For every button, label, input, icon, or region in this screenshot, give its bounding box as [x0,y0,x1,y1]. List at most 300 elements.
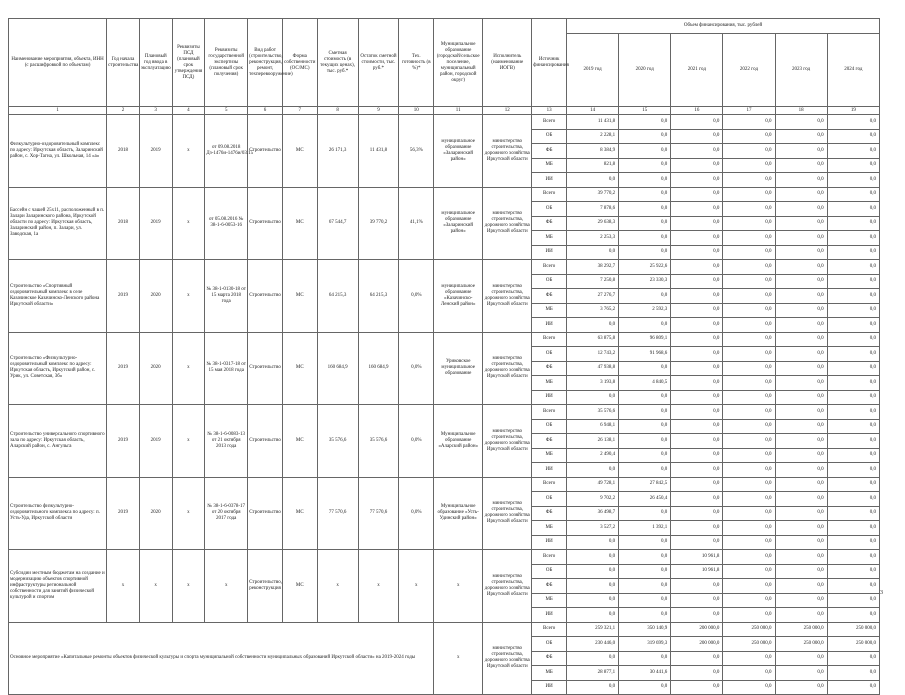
estimated-cost: 67 544,7 [317,187,358,260]
funding-value: 350 140,9 [619,622,671,637]
start-year: 2019 [107,260,140,333]
funding-value: 3 765,2 [567,303,619,318]
funding-value: 0,0 [827,376,879,391]
funding-value: 7 250,8 [567,274,619,289]
funding-source: ИИ [532,245,567,260]
funding-value: 1 392,1 [619,521,671,536]
remaining-cost: 160 684,9 [358,332,399,405]
funding-value: 0,0 [619,680,671,695]
header-col-13: Источник финансирования [532,19,567,107]
funding-value: 200 000,0 [671,622,723,637]
funding-value: 0,0 [775,245,827,260]
commission-year: 2019 [139,405,172,478]
column-number: 15 [619,107,671,115]
funding-source: ИИ [532,463,567,478]
funding-source: ФБ [532,289,567,304]
header-col-1: Наименование мероприятия, объекта, ИНН (с расшифровкой по объектам) [9,19,107,107]
estimated-cost: 160 684,9 [317,332,358,405]
funding-value: 0,0 [567,680,619,695]
funding-value: 8 384,9 [567,144,619,159]
funding-value: 0,0 [671,187,723,202]
funding-value: 0,0 [827,608,879,623]
year-header: 2021 год [671,34,723,107]
funding-source: ИИ [532,608,567,623]
funding-value: 0,0 [671,419,723,434]
funding-value: 0,0 [723,129,775,144]
funding-value: 0,0 [723,390,775,405]
funding-value: 0,0 [671,492,723,507]
work-type: Строительство [248,187,283,260]
funding-value: 0,0 [723,608,775,623]
funding-value: 0,0 [671,608,723,623]
funding-value: 0,0 [775,332,827,347]
funding-value: 0,0 [827,144,879,159]
remaining-cost: 39 770,2 [358,187,399,260]
column-number: 1 [9,107,107,115]
funding-value: 250 000,0 [827,637,879,652]
funding-source: ИИ [532,680,567,695]
expertise-details: № 38-1-6-0083-13 от 21 октября 2013 года [205,405,248,478]
funding-value: 0,0 [671,405,723,420]
column-number: 8 [317,107,358,115]
column-number: 12 [483,107,532,115]
total-row [9,622,880,637]
funding-value: 0,0 [619,593,671,608]
funding-value: 0,0 [775,564,827,579]
funding-value: 0,0 [671,289,723,304]
funding-value: 0,0 [827,289,879,304]
work-type: Строительство [248,405,283,478]
funding-value: 0,0 [827,448,879,463]
funding-source: ФБ [532,506,567,521]
funding-source: ОБ [532,564,567,579]
column-number: 6 [248,107,283,115]
funding-value: 0,0 [827,593,879,608]
funding-value: 0,0 [723,463,775,478]
column-number: 19 [827,107,879,115]
municipality: Уриковское муниципальное образование [434,332,483,405]
funding-value: 0,0 [723,245,775,260]
funding-value: 0,0 [775,521,827,536]
funding-value: 259 321,1 [567,622,619,637]
funding-value: 63 875,8 [567,332,619,347]
funding-value: 0,0 [671,347,723,362]
funding-value: 96 809,1 [619,332,671,347]
funding-value: 0,0 [827,434,879,449]
funding-value: 0,0 [827,129,879,144]
funding-value: 26 138,1 [567,434,619,449]
funding-source: МБ [532,521,567,536]
funding-source: МБ [532,231,567,246]
ownership-form: МС [282,477,317,550]
project-name: Физкультурно-оздоровительный комплекс по адресу: Иркутская область, Заларинский район, с. Хор-Тагна, ул. Школьная, 14 «а» [9,115,107,188]
funding-value: 0,0 [567,579,619,594]
funding-value: 0,0 [723,506,775,521]
funding-value: 10 961,8 [671,550,723,565]
funding-value: 0,0 [723,318,775,333]
municipality: х [434,550,483,623]
funding-value: 0,0 [775,318,827,333]
estimated-cost: 77 570,6 [317,477,358,550]
header-col-4: Реквизиты ПСД (плановый срок утверждения ПСД) [172,19,205,107]
funding-value: 0,0 [723,289,775,304]
funding-value: 250 000,0 [723,637,775,652]
start-year: х [107,550,140,623]
funding-value: 0,0 [619,173,671,188]
funding-value: 0,0 [775,405,827,420]
funding-value: 0,0 [567,651,619,666]
funding-value: 0,0 [775,651,827,666]
executor: министерство строительства, дорожного хозяйства Иркутской области [483,115,532,188]
header-col-5: Реквизиты государственной экспертизы (плановый срок получения) [205,19,248,107]
table-row [9,260,880,275]
funding-value: 0,0 [567,245,619,260]
funding-value: 4 840,5 [619,376,671,391]
funding-value: 0,0 [775,231,827,246]
funding-value: 0,0 [827,535,879,550]
funding-value: 0,0 [723,173,775,188]
psd-details: х [172,405,205,478]
funding-value: 0,0 [671,535,723,550]
municipality: муниципальное образование «Заларинский район» [434,115,483,188]
readiness-percent: 0,0% [399,405,434,478]
funding-value: 0,0 [827,274,879,289]
funding-value: 0,0 [619,535,671,550]
funding-value: 0,0 [619,361,671,376]
funding-value: 0,0 [827,361,879,376]
municipality: муниципальное образование «Заларинский район» [434,187,483,260]
funding-value: 0,0 [671,376,723,391]
expertise-details: № 38-1-0130-18 от 15 марта 2018 года [205,260,248,333]
project-name: Строительство «Физкультурно-оздоровительный комплекс по адресу: Иркутская область, Иркутский район, с. Урик, ул. Советская, 3б» [9,332,107,405]
funding-value: 0,0 [775,187,827,202]
funding-value: 26 450,4 [619,492,671,507]
funding-value: 0,0 [619,463,671,478]
funding-value: 0,0 [619,144,671,159]
funding-value: 9 702,2 [567,492,619,507]
column-number: 16 [671,107,723,115]
funding-value: 3 193,8 [567,376,619,391]
year-header: 2019 год [567,34,619,107]
funding-value: 2 490,4 [567,448,619,463]
funding-value: 0,0 [775,347,827,362]
funding-value: 0,0 [827,550,879,565]
funding-source: ОБ [532,274,567,289]
header-col-8: Сметная стоимость (в текущих ценах), тыс. руб.* [317,19,358,107]
funding-source: ФБ [532,434,567,449]
funding-value: 0,0 [619,448,671,463]
column-number: 7 [282,107,317,115]
funding-value: 0,0 [567,390,619,405]
funding-volume-title: Объем финансирования, тыс. рублей [567,19,880,34]
funding-value: 0,0 [619,550,671,565]
funding-value: 0,0 [775,361,827,376]
funding-value: 0,0 [827,680,879,695]
remaining-cost: 11 431,8 [358,115,399,188]
header-col-7: Форма собственности (ОС/МС) [282,19,317,107]
funding-source: ИИ [532,535,567,550]
ownership-form: МС [282,550,317,623]
funding-value: 0,0 [671,129,723,144]
funding-source: ОБ [532,347,567,362]
funding-value: 0,0 [827,318,879,333]
funding-value: 0,0 [619,434,671,449]
funding-value: 0,0 [775,506,827,521]
funding-value: 0,0 [671,463,723,478]
funding-value: 0,0 [827,506,879,521]
header-col-6: Вид работ (строительство, реконструкция, ремонт, техперевооружение) [248,19,283,107]
funding-value: 39 770,2 [567,187,619,202]
funding-value: 0,0 [671,448,723,463]
funding-source: Всего [532,550,567,565]
start-year: 2018 [107,187,140,260]
executor: министерство строительства, дорожного хозяйства Иркутской области [483,550,532,623]
work-type: Строительство [248,332,283,405]
column-number: 10 [399,107,434,115]
funding-value: 12 743,2 [567,347,619,362]
readiness-percent: 0,0% [399,477,434,550]
funding-value: 0,0 [827,216,879,231]
funding-value: 0,0 [723,550,775,565]
funding-value: 0,0 [567,535,619,550]
funding-value: 3 527,2 [567,521,619,536]
funding-source: ФБ [532,144,567,159]
table-row [9,332,880,347]
funding-value: 0,0 [827,390,879,405]
page-number: 3 [880,590,883,596]
header-col-2: Год начала строительства [107,19,140,107]
funding-source: ИИ [532,173,567,188]
estimated-cost: 35 576,6 [317,405,358,478]
funding-value: 0,0 [723,303,775,318]
funding-value: 0,0 [723,216,775,231]
column-number: 14 [567,107,619,115]
funding-value: 0,0 [671,593,723,608]
executor: министерство строительства, дорожного хозяйства Иркутской области [483,622,532,695]
funding-source: ОБ [532,129,567,144]
funding-value: 0,0 [619,187,671,202]
funding-source: МБ [532,158,567,173]
funding-value: 0,0 [671,521,723,536]
funding-value: 250 000,0 [723,622,775,637]
funding-value: 0,0 [619,216,671,231]
funding-value: 0,0 [775,158,827,173]
start-year: 2019 [107,332,140,405]
executor: министерство строительства, дорожного хозяйства Иркутской области [483,332,532,405]
funding-value: 35 576,6 [567,405,619,420]
table-row [9,187,880,202]
table-body [9,115,880,695]
funding-value: 0,0 [775,115,827,130]
funding-value: 27 842,5 [619,477,671,492]
funding-value: 0,0 [567,173,619,188]
funding-value: 0,0 [619,390,671,405]
funding-value: 0,0 [827,332,879,347]
funding-value: 0,0 [723,666,775,681]
funding-value: 0,0 [671,260,723,275]
funding-source: Всего [532,405,567,420]
year-header: 2020 год [619,34,671,107]
funding-value: 0,0 [775,274,827,289]
funding-value: 0,0 [827,158,879,173]
header-col-10: Тех. готовность (в %)* [399,19,434,107]
ownership-form: МС [282,187,317,260]
estimated-cost: 64 215,3 [317,260,358,333]
funding-value: 0,0 [723,448,775,463]
funding-source: ФБ [532,579,567,594]
executor: министерство строительства, дорожного хозяйства Иркутской области [483,187,532,260]
funding-source: Всего [532,260,567,275]
funding-value: 0,0 [619,579,671,594]
funding-value: 821,8 [567,158,619,173]
funding-value: 0,0 [671,173,723,188]
funding-value: 0,0 [723,274,775,289]
municipality: х [434,622,483,695]
funding-value: 0,0 [723,477,775,492]
readiness-percent: 56,3% [399,115,434,188]
funding-value: 0,0 [723,564,775,579]
funding-value: 0,0 [775,390,827,405]
funding-value: 29 638,3 [567,216,619,231]
funding-value: 319 699,3 [619,637,671,652]
funding-value: 0,0 [775,477,827,492]
funding-value: 0,0 [567,564,619,579]
column-number: 2 [107,107,140,115]
readiness-percent: 0,0% [399,260,434,333]
funding-value: 38 292,7 [567,260,619,275]
funding-value: 6 948,1 [567,419,619,434]
funding-value: 0,0 [723,187,775,202]
estimated-cost: 26 171,3 [317,115,358,188]
funding-source: Всего [532,332,567,347]
funding-source: ФБ [532,361,567,376]
column-number: 11 [434,107,483,115]
municipality: Муниципальное образование «Усть-Удинский район» [434,477,483,550]
funding-value: 0,0 [619,506,671,521]
funding-value: 0,0 [567,550,619,565]
funding-value: 0,0 [775,216,827,231]
executor: министерство строительства, дорожного хозяйства Иркутской области [483,477,532,550]
funding-value: 0,0 [723,231,775,246]
funding-value: 0,0 [827,303,879,318]
funding-value: 49 728,1 [567,477,619,492]
funding-source: Всего [532,187,567,202]
expertise-details: № 38-1-6-0378-17 от 20 октября 2017 года [205,477,248,550]
funding-value: 2 592,3 [619,303,671,318]
funding-value: 0,0 [567,318,619,333]
project-name: Строительство физкультурно-оздоровительного комплекса по адресу: п. Усть-Уда, Иркутской области [9,477,107,550]
funding-value: 0,0 [775,173,827,188]
funding-source: МБ [532,666,567,681]
funding-value: 2 228,1 [567,129,619,144]
expertise-details: от 09.08.2018 Дз-1476и-1476и/03.15 [205,115,248,188]
funding-value: 0,0 [619,564,671,579]
funding-value: 2 253,3 [567,231,619,246]
commission-year: х [139,550,172,623]
funding-value: 28 877,1 [567,666,619,681]
investment-program-table [8,18,880,695]
expertise-details: х [205,550,248,623]
funding-source: ФБ [532,216,567,231]
funding-value: 0,0 [671,202,723,217]
funding-value: 0,0 [671,318,723,333]
expertise-details: от 05.08.2016 № 38-1-6-0053-16 [205,187,248,260]
column-number: 17 [723,107,775,115]
table-header [9,19,880,115]
funding-value: 0,0 [775,608,827,623]
funding-value: 0,0 [619,129,671,144]
commission-year: 2020 [139,260,172,333]
funding-source: ИИ [532,318,567,333]
start-year: 2019 [107,477,140,550]
commission-year: 2019 [139,187,172,260]
funding-value: 0,0 [827,173,879,188]
funding-value: 0,0 [723,535,775,550]
readiness-percent: 41,1% [399,187,434,260]
funding-value: 0,0 [671,651,723,666]
column-number: 13 [532,107,567,115]
ownership-form: МС [282,332,317,405]
psd-details: х [172,332,205,405]
funding-value: 25 922,6 [619,260,671,275]
funding-value: 0,0 [723,361,775,376]
funding-value: 0,0 [723,347,775,362]
funding-value: 0,0 [827,245,879,260]
funding-value: 0,0 [723,419,775,434]
work-type: Строительство, реконструкция [248,550,283,623]
column-number: 9 [358,107,399,115]
funding-source: МБ [532,448,567,463]
column-numbers-row [9,107,880,115]
main-activity-name: Основное мероприятие «Капитальные ремонты объектов физической культуры и спорта муниципальной собственности муниципальных образований Иркутской области» на 2019-2024 годы [9,622,434,695]
remaining-cost: 64 215,3 [358,260,399,333]
work-type: Строительство [248,477,283,550]
funding-value: 0,0 [827,405,879,420]
funding-value: 0,0 [775,419,827,434]
funding-source: ИИ [532,390,567,405]
funding-value: 0,0 [671,680,723,695]
psd-details: х [172,477,205,550]
funding-value: 10 961,8 [671,564,723,579]
funding-value: 0,0 [619,318,671,333]
estimated-cost: х [317,550,358,623]
funding-value: 0,0 [671,579,723,594]
municipality: Муниципальное образование «Аларский район» [434,405,483,478]
funding-value: 0,0 [671,361,723,376]
funding-value: 0,0 [827,463,879,478]
municipality: муниципальное образование «Казачинско-Ленский район» [434,260,483,333]
funding-value: 0,0 [775,376,827,391]
funding-value: 0,0 [671,144,723,159]
ownership-form: МС [282,405,317,478]
funding-value: 0,0 [827,564,879,579]
funding-source: Всего [532,477,567,492]
funding-value: 0,0 [723,144,775,159]
funding-value: 0,0 [671,115,723,130]
funding-value: 0,0 [619,158,671,173]
funding-value: 30 441,6 [619,666,671,681]
ownership-form: МС [282,260,317,333]
funding-value: 0,0 [723,376,775,391]
funding-value: 0,0 [775,434,827,449]
funding-value: 0,0 [827,347,879,362]
psd-details: х [172,550,205,623]
work-type: Строительство [248,260,283,333]
funding-value: 0,0 [827,260,879,275]
funding-value: 0,0 [775,579,827,594]
funding-source: МБ [532,593,567,608]
funding-value: 0,0 [827,477,879,492]
